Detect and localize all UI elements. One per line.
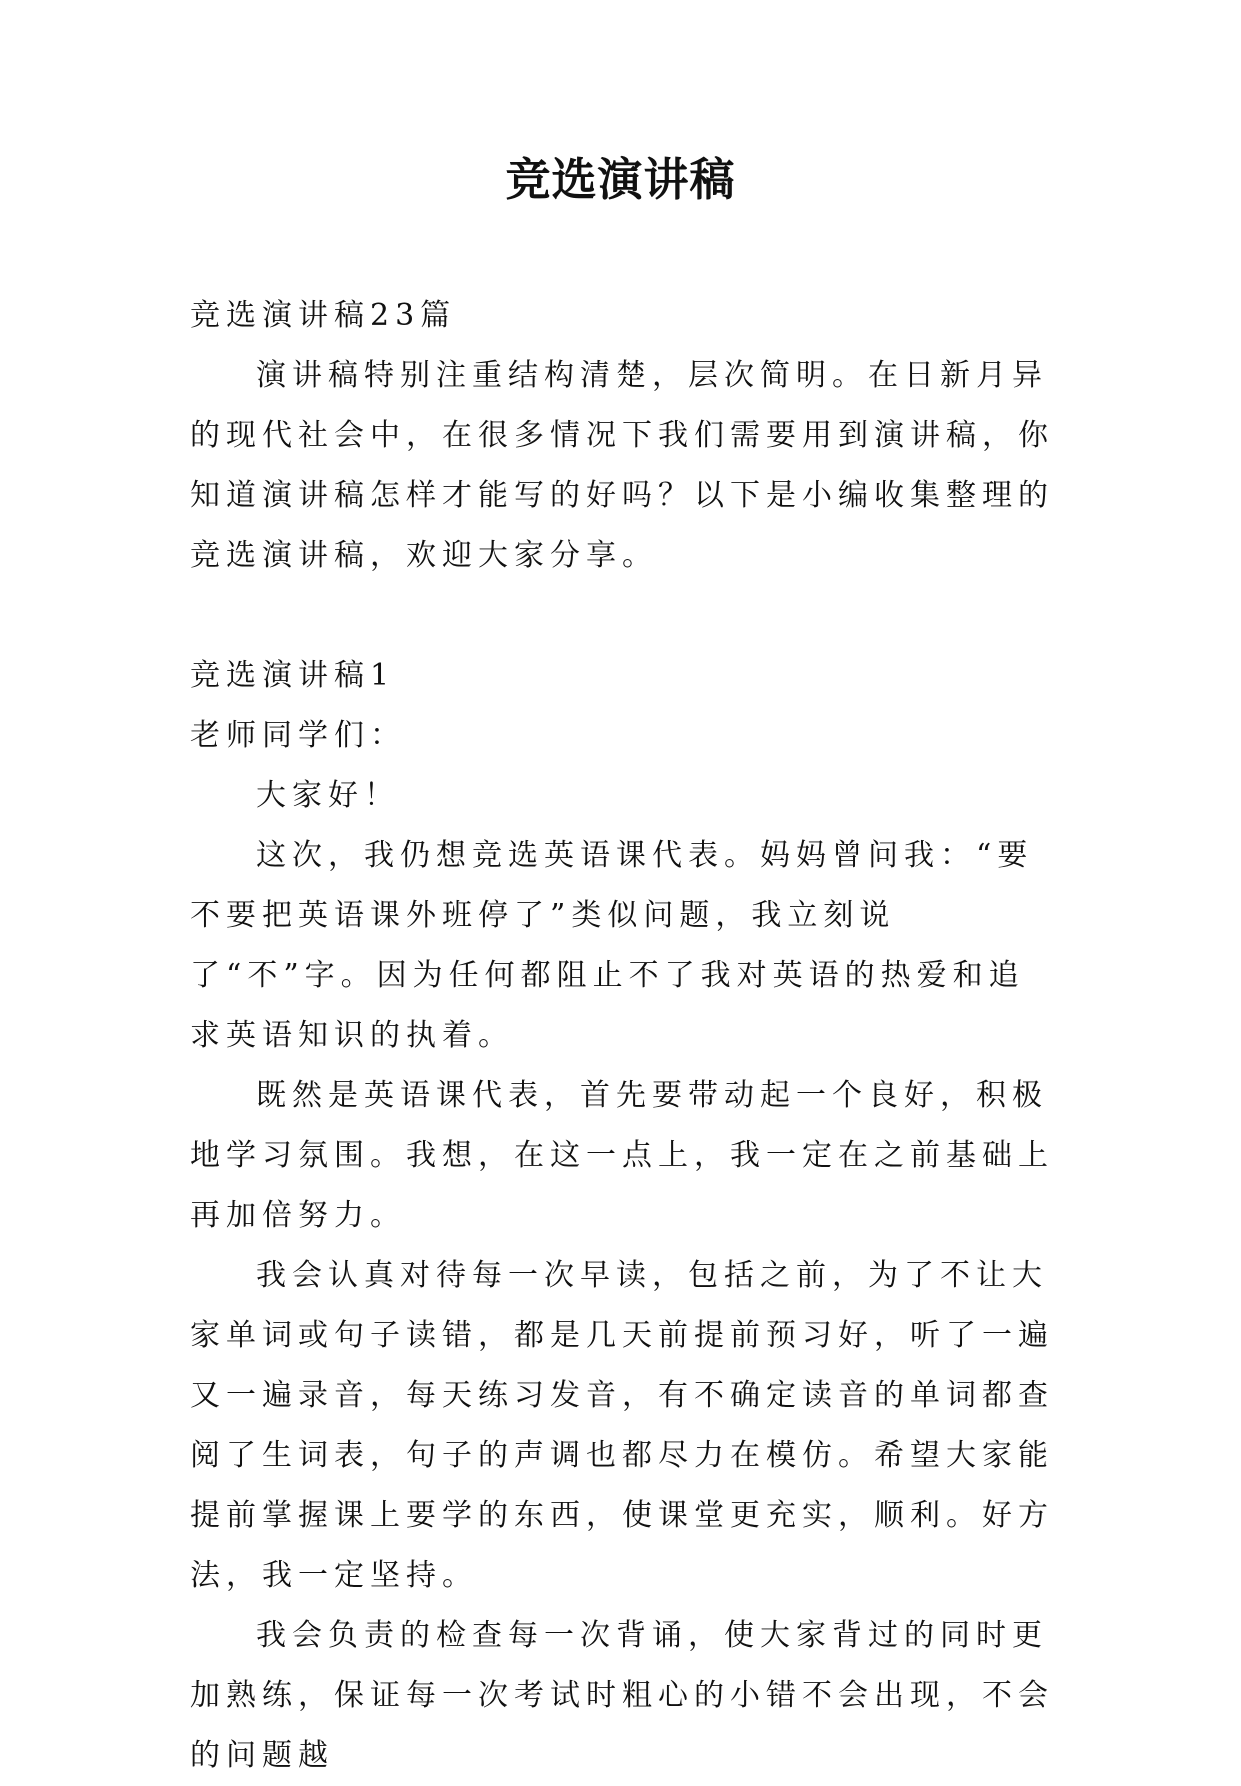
section-heading: 竞选演讲稿1 <box>190 658 396 693</box>
body-paragraph: 这次，我仍想竞选英语课代表。妈妈曾问我：“要不要把英语课外班停了”类似问题，我立刻说了“不”字。因为任何都阻止不了我对英语的热爱和追求英语知识的执着。 <box>190 838 1034 1053</box>
subtitle: 竞选演讲稿23篇 <box>190 298 457 333</box>
document-body <box>190 286 1060 1786</box>
greeting: 大家好！ <box>256 778 400 813</box>
document-title: 竞选演讲稿 <box>505 153 736 206</box>
body-paragraph: 我会负责的检查每一次背诵，使大家背过的同时更加熟练，保证每一次考试时粗心的小错不会出现，不会的问题越 <box>190 1618 1054 1773</box>
salutation: 老师同学们： <box>190 718 406 753</box>
body-paragraph: 既然是英语课代表，首先要带动起一个良好，积极地学习氛围。我想，在这一点上，我一定在之前基础上再加倍努力。 <box>190 1078 1054 1233</box>
intro-paragraph: 演讲稿特别注重结构清楚，层次简明。在日新月异的现代社会中，在很多情况下我们需要用到演讲稿，你知道演讲稿怎样才能写的好吗？以下是小编收集整理的竞选演讲稿，欢迎大家分享。 <box>190 358 1054 573</box>
body-paragraph: 我会认真对待每一次早读，包括之前，为了不让大家单词或句子读错，都是几天前提前预习好，听了一遍又一遍录音，每天练习发音，有不确定读音的单词都查阅了生词表，句子的声调也都尽力在模仿。希望大家能提前掌握课上要学的东西，使课堂更充实，顺利。好方法，我一定坚持。 <box>190 1258 1054 1593</box>
